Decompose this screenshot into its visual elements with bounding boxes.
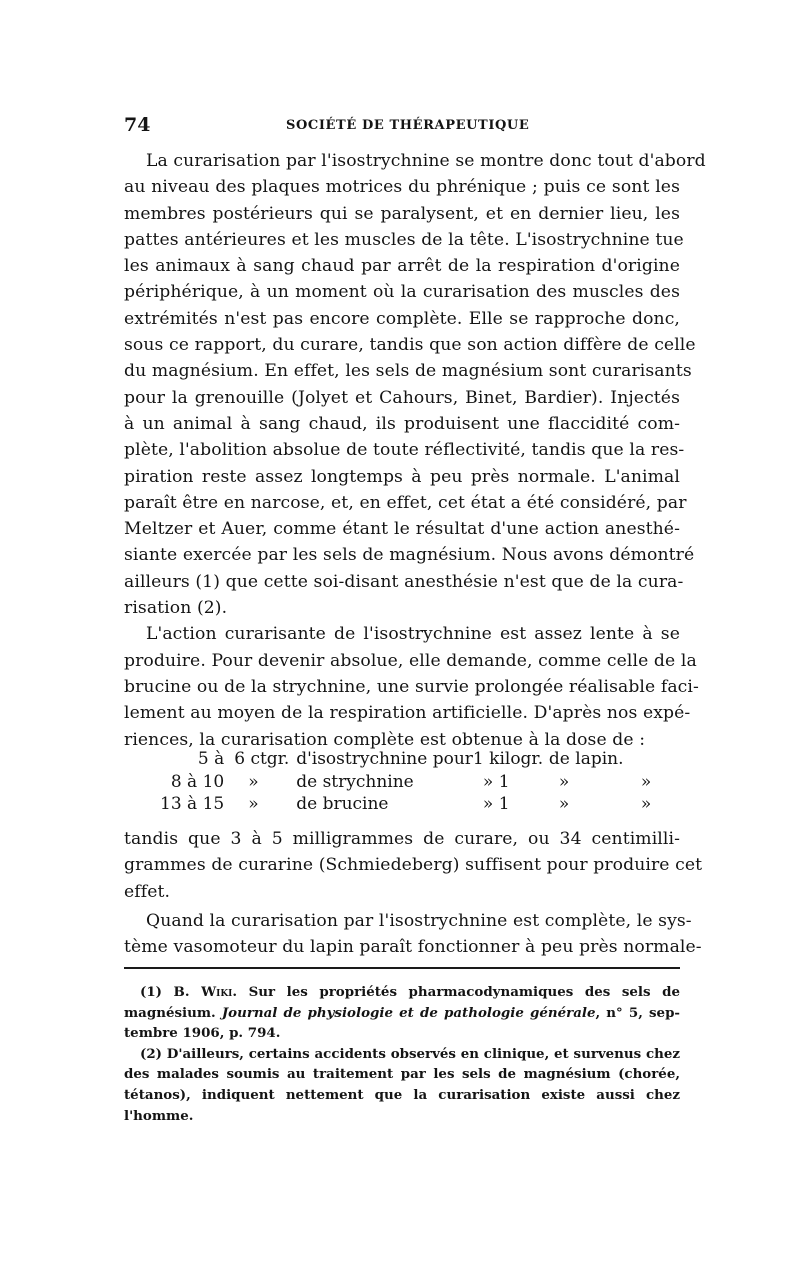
footnote-line: l'homme. <box>124 1107 194 1124</box>
body-text <box>124 148 706 753</box>
dose-ditto: » <box>558 771 570 792</box>
text-line: pattes antérieures et les muscles de la tête. L'isostrychnine tue <box>124 229 684 250</box>
footnote-1 <box>124 982 680 1044</box>
text-line: extrémités n'est pas encore complète. Elle se rapproche donc, <box>124 308 680 329</box>
text-line: L'action curarisante de l'isostrychnine est assez lente à se <box>146 624 680 645</box>
footnote-line: tembre 1906, p. 794. <box>124 1025 281 1042</box>
text-line: tandis que 3 à 5 milligrammes de curare, ou 34 centimilli- <box>124 829 680 849</box>
text-line: lement au moyen de la respiration artificielle. D'après nos expé- <box>124 703 691 724</box>
text-line: risation (2). <box>124 598 228 619</box>
dose-unit: » <box>248 771 259 792</box>
dose-weight: » 1 <box>482 794 510 814</box>
footnote-line: des malades soumis au traitement par les sels de magnésium (chorée, <box>124 1066 680 1083</box>
footnotes <box>124 982 680 1126</box>
text-line: membres postérieurs qui se paralysent, et en dernier lieu, les <box>124 203 680 224</box>
footnote-rule <box>124 967 680 969</box>
paragraph-4 <box>124 908 702 961</box>
dose-ditto: » <box>640 794 652 814</box>
paragraph-2 <box>124 621 699 752</box>
page-number: 74 <box>124 114 151 136</box>
text-line: Meltzer et Auer, comme étant le résultat d'une action anesthé- <box>124 519 680 540</box>
text-line: plète, l'abolition absolue de toute réflectivité, tandis que la res- <box>124 440 685 461</box>
text-line: au niveau des plaques motrices du phrénique ; puis ce sont les <box>124 177 680 198</box>
dose-range: 5 à <box>197 749 225 769</box>
footnote-text: , n° 5, sep- <box>595 1004 680 1021</box>
footnote-text: magnésium. <box>124 1004 222 1021</box>
text-line: effet. <box>124 881 171 902</box>
text-line: La curarisation par l'isostrychnine se montre donc tout d'abord <box>146 151 706 171</box>
text-line: siante exercée par les sels de magnésium. Nous avons démontré <box>124 545 695 566</box>
text-line: ailleurs (1) que cette soi-disant anesthésie n'est que de la cura- <box>124 571 684 592</box>
text-line: à un animal à sang chaud, ils produisent une flaccidité com- <box>124 413 680 434</box>
footnote-line: tétanos), indiquent nettement que la curarisation existe aussi chez <box>124 1086 680 1103</box>
footnote-text: . Sur les propriétés pharmacodynamiques des sels de <box>232 984 680 1000</box>
text-line: produire. Pour devenir absolue, elle demande, comme celle de la <box>124 650 697 671</box>
journal-title: Journal de physiologie et de pathologie générale <box>221 1004 596 1021</box>
dose-ditto: » <box>558 794 570 814</box>
text-line: piration reste assez longtemps à peu près normale. L'animal <box>124 466 680 487</box>
paragraph-1 <box>124 148 706 621</box>
text-line: riences, la curarisation complète est obtenue à la dose de : <box>124 729 646 750</box>
text-line: sous ce rapport, du curare, tandis que son action diffère de celle <box>124 335 696 356</box>
text-line: Quand la curarisation par l'isostrychnine est complète, le sys- <box>146 910 692 931</box>
text-line: pour la grenouille (Jolyet et Cahours, Binet, Bardier). Injectés <box>124 387 680 408</box>
dose-unit: 6 ctgr. <box>234 749 290 769</box>
body-text-lower <box>124 826 703 960</box>
dose-unit: » <box>248 794 259 814</box>
dose-row <box>160 793 660 816</box>
dose-substance: d'isostrychnine pour <box>296 749 473 769</box>
text-line: tème vasomoteur du lapin paraît fonctionner à peu près normale- <box>124 937 702 958</box>
text-line: les animaux à sang chaud par arrêt de la respiration d'origine <box>124 256 680 277</box>
dose-substance: de brucine <box>296 794 389 814</box>
dose-range: 8 à 10 <box>170 771 225 792</box>
dose-animal: de lapin. <box>548 749 624 769</box>
running-title: SOCIÉTÉ DE THÉRAPEUTIQUE <box>286 118 530 133</box>
dose-row <box>160 748 660 771</box>
dose-ditto: » <box>640 771 652 792</box>
dose-weight: » 1 <box>482 771 510 792</box>
footnote-text: (1) B. <box>140 984 202 1000</box>
text-line: du magnésium. En effet, les sels de magnésium sont curarisants <box>124 361 692 382</box>
dose-table <box>160 748 660 816</box>
dose-row <box>160 771 660 794</box>
footnote-2 <box>124 1044 680 1126</box>
author-name: Wiki <box>201 984 233 1000</box>
text-line: périphérique, à un moment où la curarisation des muscles des <box>124 282 680 303</box>
footnote-line: (2) D'ailleurs, certains accidents observés en clinique, et survenus chez <box>140 1045 680 1062</box>
dose-weight: 1 kilogr. <box>472 749 544 769</box>
dose-substance: de strychnine <box>296 771 414 792</box>
page-header <box>124 114 680 136</box>
text-line: grammes de curarine (Schmiedeberg) suffisent pour produire cet <box>124 855 703 876</box>
text-line: paraît être en narcose, et, en effet, cet état a été considéré, par <box>124 492 687 513</box>
footnote-line <box>124 1003 680 1024</box>
text-line: brucine ou de la strychnine, une survie prolongée réalisable faci- <box>124 676 699 697</box>
paragraph-3 <box>124 826 703 905</box>
dose-range: 13 à 15 <box>160 794 225 814</box>
footnote-line <box>124 982 680 1003</box>
